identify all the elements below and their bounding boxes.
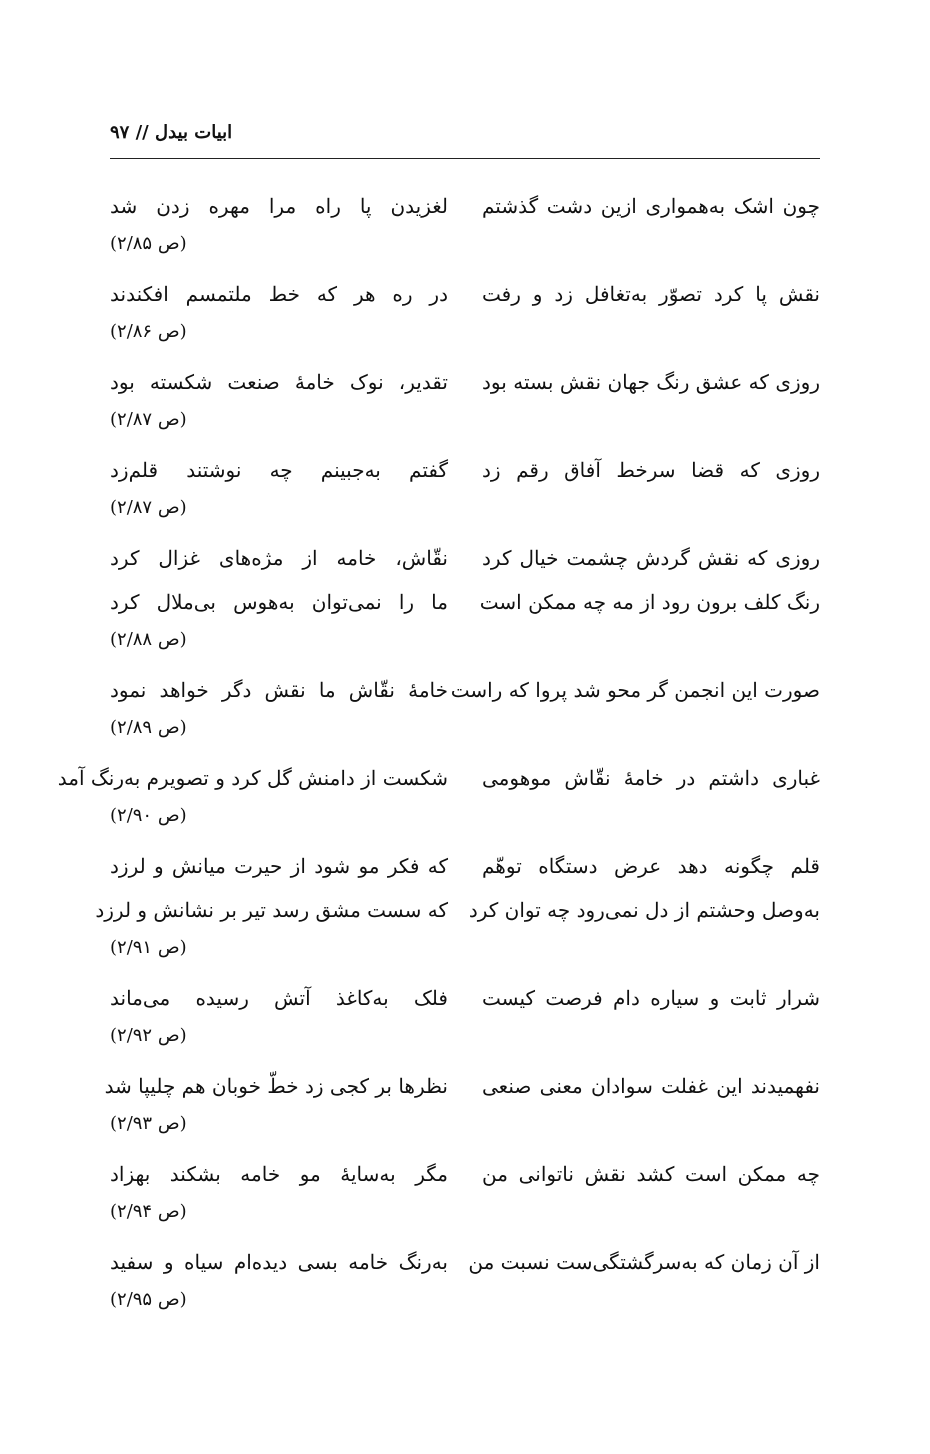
second-hemistich: مگر به‌سایهٔ مو خامه بشکند بهزاد [110,1162,448,1186]
second-hemistich: شکست از دامنش گل کرد و تصویرم به‌رنگ آمد [57,766,448,790]
page-reference: (ص ۲/۹۴) [110,1201,187,1222]
couplet [110,1151,820,1231]
first-hemistich: به‌وصل وحشتم از دل نمی‌رود چه توان کرد [468,898,820,922]
verse-line [110,271,820,317]
second-hemistich: نقّاش، خامه از مژه‌های غزال کرد [110,546,448,570]
page-header [110,118,820,159]
second-hemistich: به‌رنگ خامه بسی دیده‌ام سیاه و سفید [110,1250,448,1274]
page-reference: (ص ۲/۸۷) [110,409,187,430]
second-hemistich: فلک به‌کاغذ آتش رسیده می‌ماند [110,986,448,1010]
couplet [110,183,820,263]
second-hemistich: خامهٔ نقّاش ما نقش دگر خواهد نمود [110,678,448,702]
verse-line [110,579,820,625]
couplet [110,1239,820,1319]
first-hemistich: شرار ثابت و سیاره دام فرصت کیست [482,986,820,1010]
verse-line [104,1063,820,1109]
verse-line [95,887,820,933]
couplet [110,667,820,747]
verse-line [110,183,820,229]
second-hemistich: که فکر مو شود از حیرت میانش و لرزد [110,854,448,878]
couplet [95,843,820,967]
second-hemistich: تقدیر، نوک خامهٔ صنعت شکسته بود [110,370,448,394]
page-reference: (ص ۲/۸۹) [110,717,187,738]
first-hemistich: صورت این انجمن گر محو شد پروا که راست [450,678,820,702]
page-reference: (ص ۲/۸۸) [110,629,187,650]
couplet [110,271,820,351]
page-reference: (ص ۲/۹۲) [110,1025,187,1046]
verse-line [110,535,820,579]
first-hemistich: روزی که عشق رنگ جهان نقش بسته بود [482,370,820,394]
second-hemistich: گفتم به‌جبینم چه نوشتند قلم‌زد [110,458,448,482]
verse-line [110,359,820,405]
verse-line [57,755,820,801]
first-hemistich: نفهمیدند این غفلت سوادان معنی صنعی [482,1074,820,1098]
first-hemistich: رنگ کلف برون رود از مه چه ممکن است [479,590,820,614]
verse-line [110,1239,820,1285]
second-hemistich: نظرها بر کجی زد خطّ خوبان هم چلیپا شد [104,1074,448,1098]
verse-line [110,975,820,1021]
couplet [110,975,820,1055]
second-hemistich: ما را نمی‌توان به‌هوس بی‌ملال کرد [110,590,448,614]
page-reference: (ص ۲/۹۵) [110,1289,187,1310]
first-hemistich: غباری داشتم در خامهٔ نقّاش موهومی [482,766,820,790]
first-hemistich: چه ممکن است کشد نقش ناتوانی من [482,1162,820,1186]
page-reference: (ص ۲/۹۱) [110,937,187,958]
second-hemistich: در ره هر که خط ملتمسم افکندند [110,282,448,306]
verse-line [110,1151,820,1197]
second-hemistich: لغزیدن پا راه مرا مهره زدن شد [110,194,448,218]
first-hemistich: روزی که نقش گردش چشمت خیال کرد [482,546,820,570]
page-reference: (ص ۲/۸۵) [110,233,187,254]
verse-line [110,843,820,887]
verse-line [110,667,820,713]
page-reference: (ص ۲/۸۷) [110,497,187,518]
second-hemistich: که سست مشق رسد تیر بر نشانش و لرزد [95,898,448,922]
first-hemistich: روزی که قضا سرخط آفاق رقم زد [482,458,820,482]
page-reference: (ص ۲/۹۰) [110,805,187,826]
couplet [110,359,820,439]
page-reference: (ص ۲/۹۳) [110,1113,187,1134]
first-hemistich: از آن زمان که به‌سرگشتگی‌ست نسبت من [468,1250,820,1274]
running-head: ابیات بیدل // ۹۷ [110,122,233,143]
first-hemistich: نقش پا کرد تصوّر به‌تغافل زد و رفت [482,282,820,306]
verse-line [110,447,820,493]
first-hemistich: چون اشک به‌همواری ازین دشت گذشتم [482,194,820,218]
first-hemistich: قلم چگونه دهد عرض دستگاه توهّم [482,854,820,878]
couplet [110,447,820,527]
poem-body [57,183,820,1327]
page-reference: (ص ۲/۸۶) [110,321,187,342]
couplet [57,755,820,835]
couplet [110,535,820,659]
couplet [104,1063,820,1143]
